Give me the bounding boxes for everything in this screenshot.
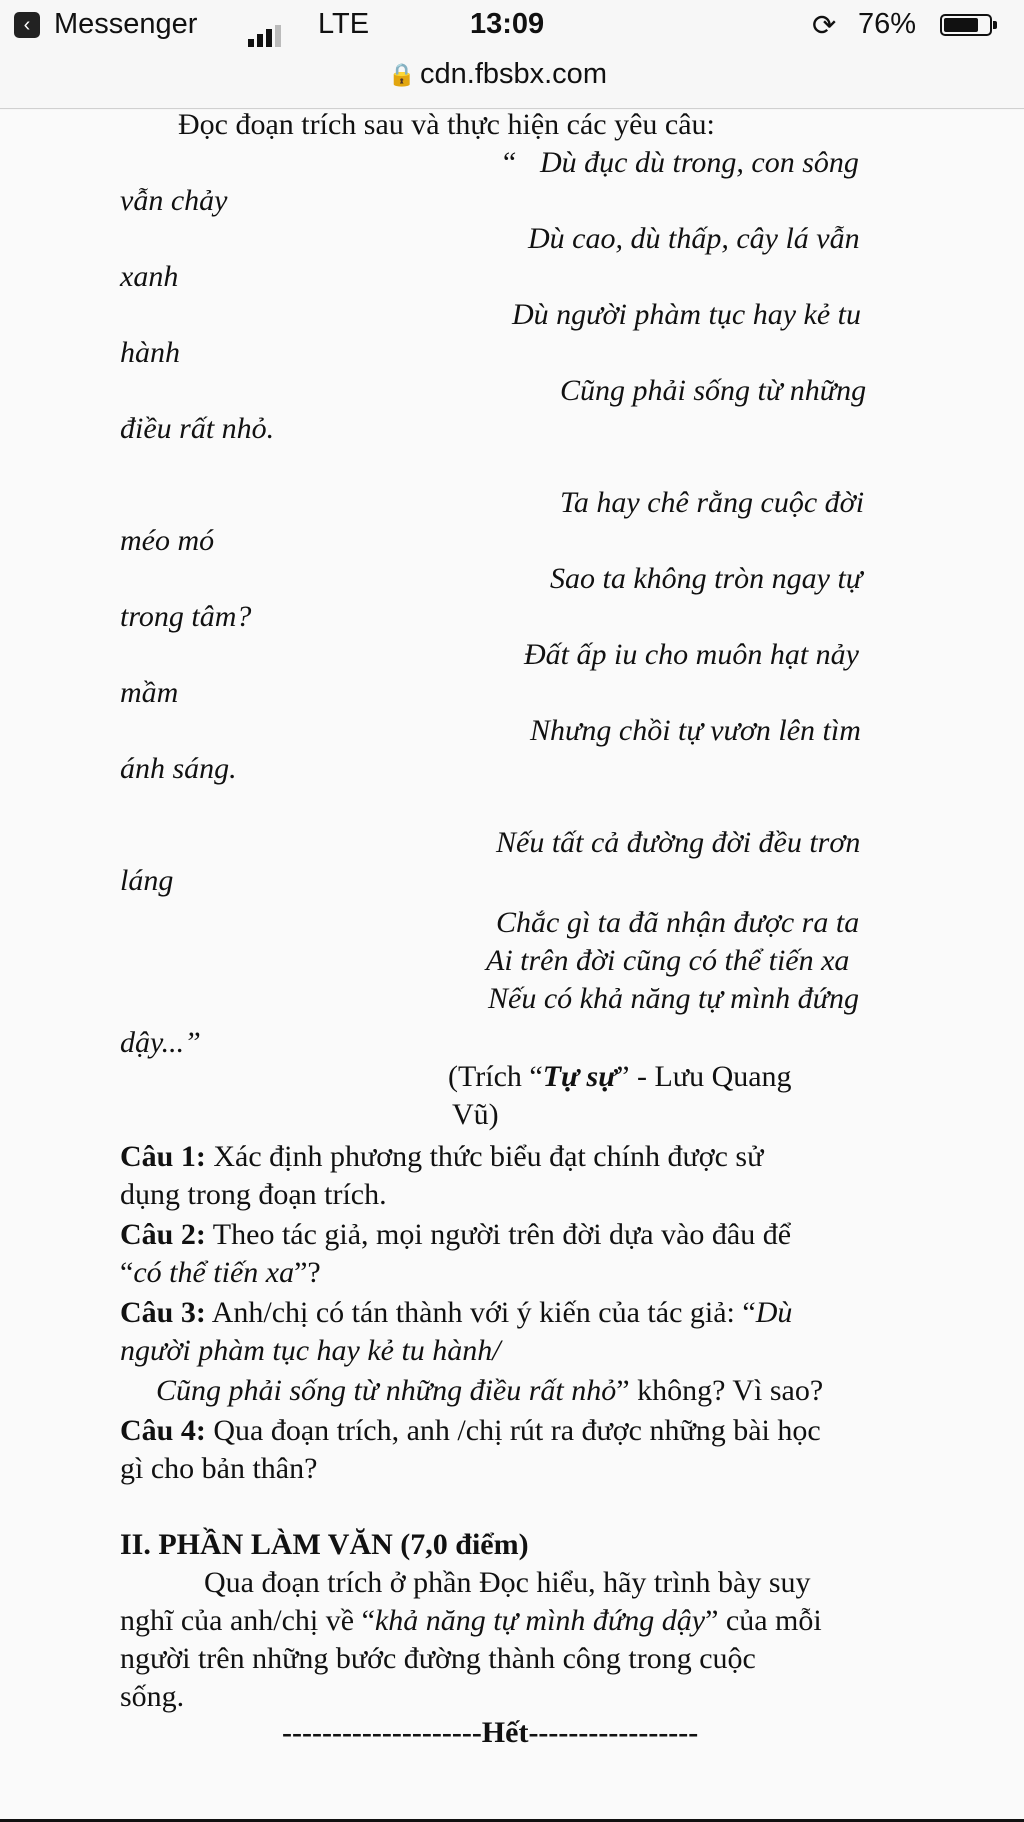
poem-line: Ta hay chê rằng cuộc đời [560, 486, 865, 519]
question-label: Câu 2: [120, 1218, 206, 1251]
back-app-label[interactable]: Messenger [54, 8, 198, 40]
poem-line: ánh sáng. [120, 752, 237, 785]
poem-line: mầm [120, 676, 179, 709]
q3-tail: ” không? Vì sao? [616, 1374, 824, 1407]
question-4-cont: gì cho bản thân? [120, 1452, 318, 1485]
poem-line: Nếu có khả năng tự mình đứng [488, 982, 860, 1015]
poem-line: trong tâm? [120, 600, 252, 633]
poem-line: dậy...” [120, 1026, 201, 1059]
question-1 [120, 1140, 763, 1174]
poem-line: Đất ấp iu cho muôn hạt nảy [524, 638, 859, 671]
back-arrow-icon[interactable]: ‹ [14, 12, 40, 38]
poem-line: Dù người phàm tục hay kẻ tu [512, 298, 861, 331]
question-label: Câu 4: [120, 1414, 206, 1447]
q2-quote-close: ”? [294, 1256, 321, 1289]
source-tail: Vũ) [452, 1098, 499, 1131]
question-3-cont2 [156, 1374, 823, 1408]
poem-line: Ai trên đời cũng có thể tiến xa [486, 944, 850, 977]
question-text: Anh/chị có tán thành với ý kiến của tác giả: “ [205, 1296, 756, 1329]
poem-line: láng [120, 864, 174, 897]
question-1-cont: dụng trong đoạn trích. [120, 1178, 387, 1211]
q2-quote: có thể tiến xa [133, 1256, 295, 1289]
lock-icon: 🔒 [388, 62, 416, 87]
url-bar[interactable] [0, 52, 1024, 109]
question-4 [120, 1414, 821, 1448]
signal-icon [248, 14, 284, 47]
question-label: Câu 1: [120, 1140, 206, 1173]
essay-italic: khả năng tự mình đứng dậy [374, 1604, 706, 1637]
question-text: Xác định phương thức biểu đạt chính được sử [205, 1140, 764, 1173]
poem-line: Nhưng chồi tự vươn lên tìm [530, 714, 861, 747]
q2-quote-open: “ [120, 1256, 134, 1289]
question-3 [120, 1296, 792, 1330]
source-mid: ” - Lưu Quang [616, 1060, 792, 1093]
essay-text: nghĩ của anh/chị về “ [120, 1604, 375, 1637]
q3-quote: Cũng phải sống từ những điều rất nhỏ [156, 1374, 617, 1407]
poem-line: Dù cao, dù thấp, cây lá vẫn [528, 222, 860, 255]
rotation-lock-icon: ⟳ [812, 10, 837, 42]
poem-line: Sao ta không tròn ngay tự [550, 562, 863, 595]
battery-icon [940, 14, 992, 36]
essay-prompt [120, 1604, 822, 1638]
question-text: Theo tác giả, mọi người trên đời dựa vào đâu để [205, 1218, 792, 1251]
source-prefix: (Trích “ [448, 1060, 543, 1093]
url-text[interactable]: cdn.fbsbx.com [420, 58, 607, 90]
poem-line: Chắc gì ta đã nhận được ra ta [496, 906, 860, 939]
poem-line: Nếu tất cả đường đời đều trơn [496, 826, 861, 859]
source-citation [448, 1060, 792, 1094]
poem-line: Dù đục dù trong, con sông [540, 146, 859, 179]
document-page [0, 110, 1024, 1822]
clock: 13:09 [470, 8, 545, 40]
essay-prompt: sống. [120, 1680, 185, 1713]
network-label: LTE [318, 8, 370, 40]
question-label: Câu 3: [120, 1296, 206, 1329]
status-bar [0, 0, 1024, 52]
instruction: Đọc đoạn trích sau và thực hiện các yêu câu: [178, 108, 715, 141]
essay-prompt: Qua đoạn trích ở phần Đọc hiểu, hãy trình bày suy [204, 1566, 811, 1599]
section-heading: II. PHẦN LÀM VĂN (7,0 điểm) [120, 1528, 529, 1561]
battery-percent: 76% [858, 8, 917, 40]
poem-line: điều rất nhỏ. [120, 412, 275, 445]
question-text: Qua đoạn trích, anh /chị rút ra được những bài học [205, 1414, 821, 1447]
essay-text: ” của mỗi [705, 1604, 822, 1637]
poem-line: méo mó [120, 524, 215, 557]
essay-prompt: người trên những bước đường thành công trong cuộc [120, 1642, 756, 1675]
source-title: Tự sự [542, 1060, 617, 1093]
poem-line: hành [120, 336, 180, 369]
poem-line: Cũng phải sống từ những [560, 374, 867, 407]
poem-open-quote: “ [500, 146, 517, 179]
poem-line: vẫn chảy [120, 184, 228, 217]
end-mark: --------------------Hết----------------- [282, 1716, 699, 1749]
question-2-cont [120, 1256, 321, 1290]
poem-line: xanh [120, 260, 179, 293]
q3-quote: Dù [755, 1296, 793, 1329]
question-3-cont: người phàm tục hay kẻ tu hành/ [120, 1334, 501, 1367]
question-2 [120, 1218, 791, 1252]
